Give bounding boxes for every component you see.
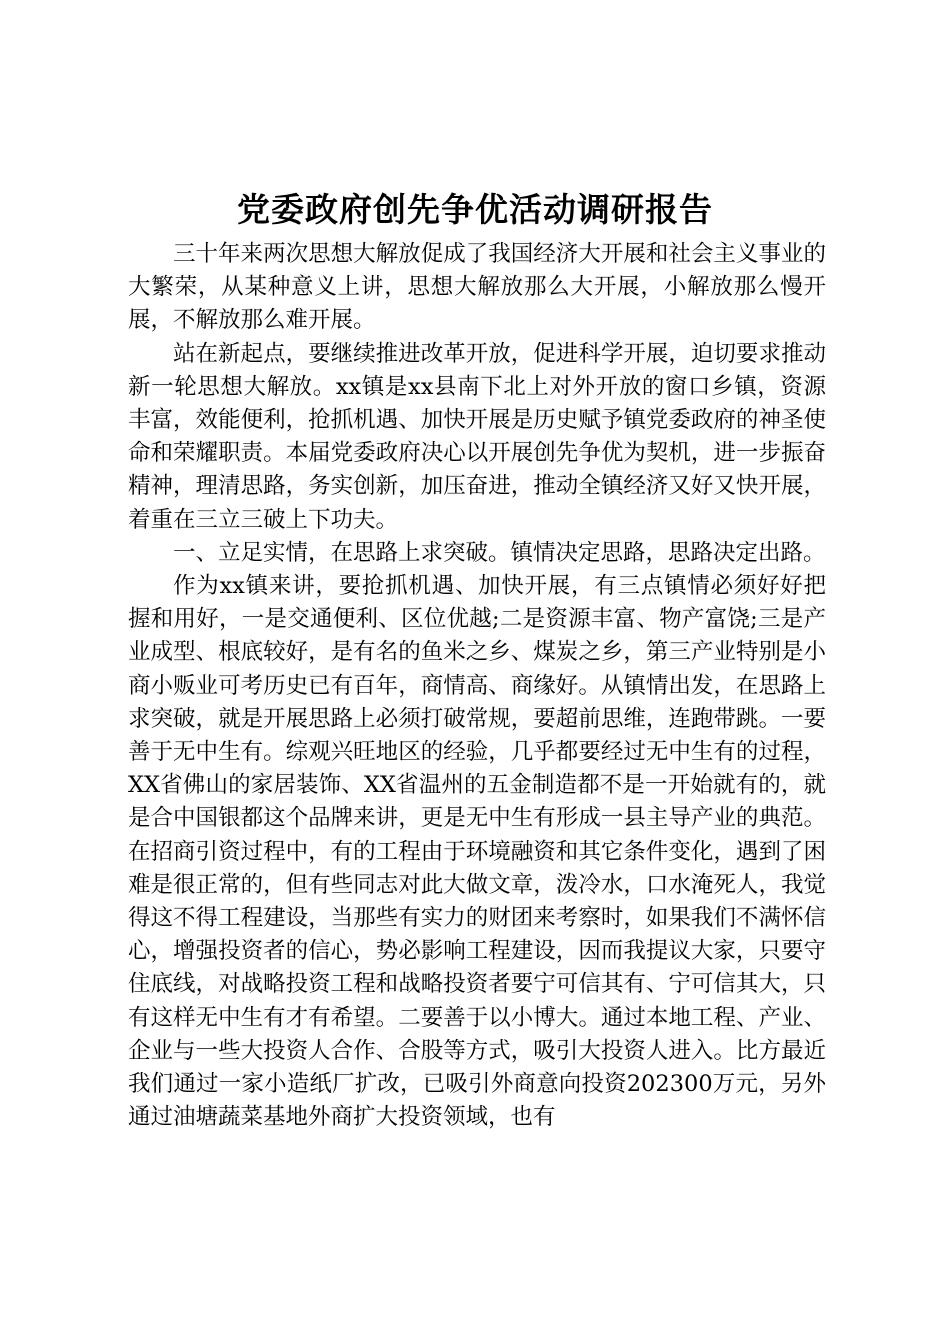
- document-body: [128, 238, 826, 1134]
- document-title: 党委政府创先争优活动调研报告: [237, 190, 713, 229]
- paragraph: 站在新起点，要继续推进改革开放，促进科学开展，迫切要求推动新一轮思想大解放。xx镇是xx县南下北上对外开放的窗口乡镇，资源丰富，效能便利，抢抓机遇、加快开展是历史赋予镇党委政府的神圣使命和荣耀职责。本届党委政府决心以开展创先争优为契机，进一步振奋精神，理清思路，务实创新，加压奋进，推动全镇经济又好又快开展，着重在三立三破上下功夫。: [128, 340, 826, 533]
- paragraph: 作为xx镇来讲，要抢抓机遇、加快开展，有三点镇情必须好好把握和用好，一是交通便利、区位优越;二是资源丰富、物产富饶;三是产业成型、根底较好，是有名的鱼米之乡、煤炭之乡，第三产业特别是小商小贩业可考历史已有百年，商情高、商缘好。从镇情出发，在思路上求突破，就是开展思路上必须打破常规，要超前思维，连跑带跳。一要善于无中生有。综观兴旺地区的经验，几乎都要经过无中生有的过程，XX省佛山的家居装饰、XX省温州的五金制造都不是一开始就有的，就是合中国银都这个品牌来讲，更是无中生有形成一县主导产业的典范。在招商引资过程中，有的工程由于环境融资和其它条件变化，遇到了困难是很正常的，但有些同志对此大做文章，泼冷水，口水淹死人，我觉得这不得工程建设，当那些有实力的财团来考察时，如果我们不满怀信心，增强投资者的信心，势必影响工程建设，因而我提议大家，只要守住底线，对战略投资工程和战略投资者要宁可信其有、宁可信其大，只有这样无中生有才有希望。二要善于以小博大。通过本地工程、产业、企业与一些大投资人合作、合股等方式，吸引大投资人进入。比方最近我们通过一家小造纸厂扩改，已吸引外商意向投资202300万元，另外通过油塘蔬菜基地外商扩大投资领域，也有: [128, 573, 826, 1131]
- section-heading-paragraph: 一、立足实情，在思路上求突破。镇情决定思路，思路决定出路。: [173, 539, 826, 566]
- paragraph: 三十年来两次思想大解放促成了我国经济大开展和社会主义事业的大繁荣，从某种意义上讲，思想大解放那么大开展，小解放那么慢开展，不解放那么难开展。: [128, 241, 826, 334]
